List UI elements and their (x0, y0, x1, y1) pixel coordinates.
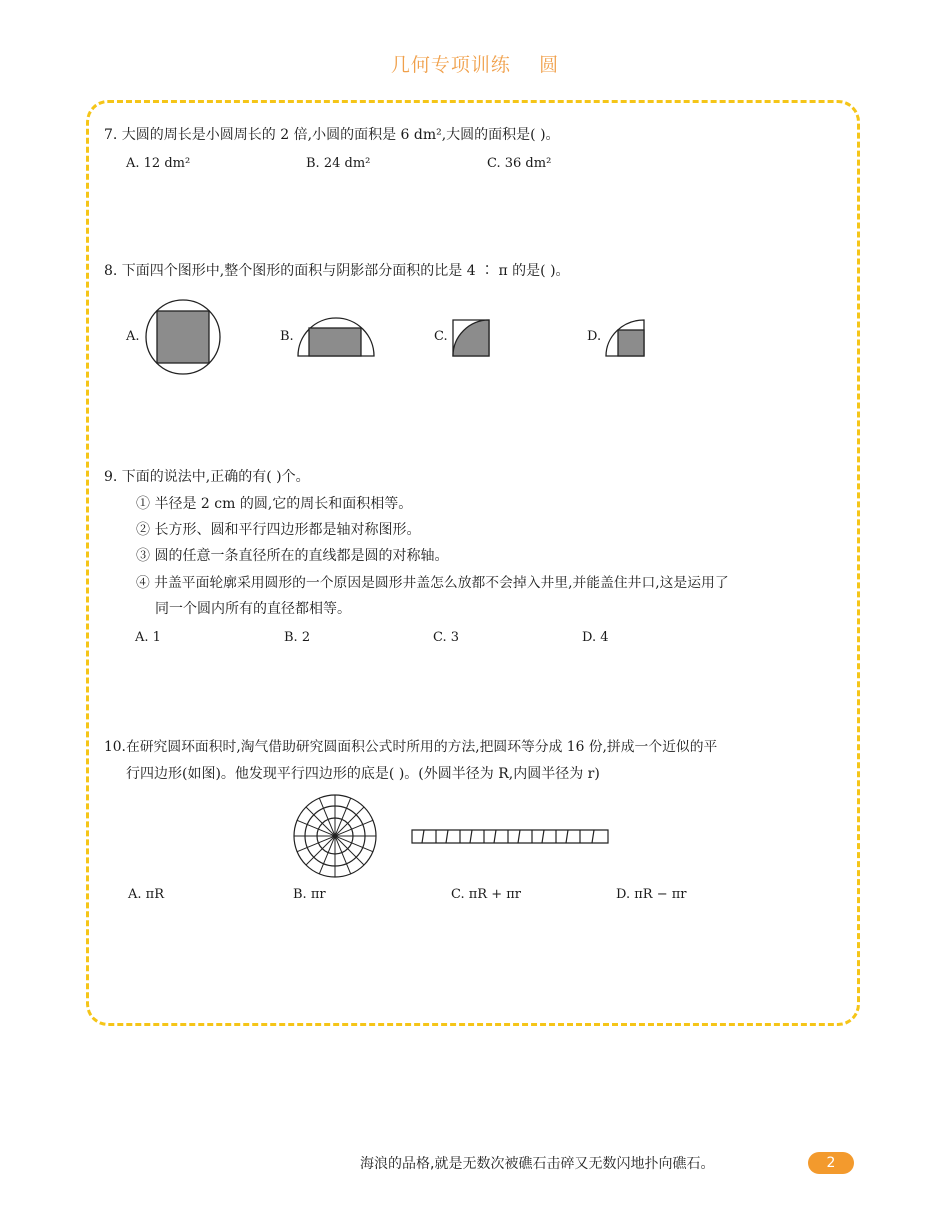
q9-statement-1: ① 半径是 2 cm 的圆,它的周长和面积相等。 (136, 496, 413, 512)
q8-option-d[interactable]: D. (587, 329, 602, 344)
question-10-text-line-2: 行四边形(如图)。他发现平行四边形的底是( )。(外圆半径为 R,内圆半径为 r) (126, 766, 600, 782)
q8-figure-d-quarter-circle-with-square (604, 318, 648, 360)
q8-figure-a-circle-with-square (145, 299, 223, 377)
q10-option-a[interactable]: A. πR (128, 887, 164, 902)
page-number-badge: 2 (808, 1152, 854, 1174)
q8-option-c[interactable]: C. (434, 329, 448, 344)
q9-statement-2: ② 长方形、圆和平行四边形都是轴对称图形。 (136, 522, 421, 538)
question-7-text: 7. 大圆的周长是小圆周长的 2 倍,小圆的面积是 6 dm²,大圆的面积是( )。 (104, 127, 560, 143)
q7-option-a[interactable]: A. 12 dm² (126, 156, 191, 171)
question-9-text: 9. 下面的说法中,正确的有( )个。 (104, 469, 310, 485)
q7-option-b[interactable]: B. 24 dm² (306, 156, 371, 171)
q9-statement-4: ④ 井盖平面轮廓采用圆形的一个原因是圆形井盖怎么放都不会掉入井里,并能盖住井口,这是运用了 (136, 575, 729, 591)
q10-figure-ring-divided (291, 792, 379, 880)
q8-option-a[interactable]: A. (126, 329, 140, 344)
q9-statement-3: ③ 圆的任意一条直径所在的直线都是圆的对称轴。 (136, 548, 449, 564)
question-10-text-line-1: 10.在研究圆环面积时,淘气借助研究圆面积公式时所用的方法,把圆环等分成 16 份,拼成一个近似的平 (104, 739, 718, 755)
q7-option-c[interactable]: C. 36 dm² (487, 156, 552, 171)
q9-option-d[interactable]: D. 4 (582, 630, 609, 645)
q10-figure-parallelogram-strip (410, 828, 610, 846)
q9-option-b[interactable]: B. 2 (284, 630, 311, 645)
q8-figure-b-semicircle-with-rectangle (296, 316, 378, 358)
q9-statement-4-continued: 同一个圆内所有的直径都相等。 (155, 601, 351, 617)
q8-option-b[interactable]: B. (280, 329, 294, 344)
q9-option-c[interactable]: C. 3 (433, 630, 460, 645)
footer-quote: 海浪的品格,就是无数次被礁石击碎又无数闪地扑向礁石。 (360, 1156, 715, 1172)
q9-option-a[interactable]: A. 1 (135, 630, 161, 645)
q10-option-d[interactable]: D. πR − πr (616, 887, 687, 902)
page-title: 几何专项训练 圆 (390, 54, 560, 76)
q10-option-c[interactable]: C. πR + πr (451, 887, 521, 902)
q8-figure-c-square-with-quarter-circle (451, 318, 493, 360)
q10-option-b[interactable]: B. πr (293, 887, 326, 902)
question-8-text: 8. 下面四个图形中,整个图形的面积与阴影部分面积的比是 4 ∶ π 的是( )。 (104, 263, 570, 279)
